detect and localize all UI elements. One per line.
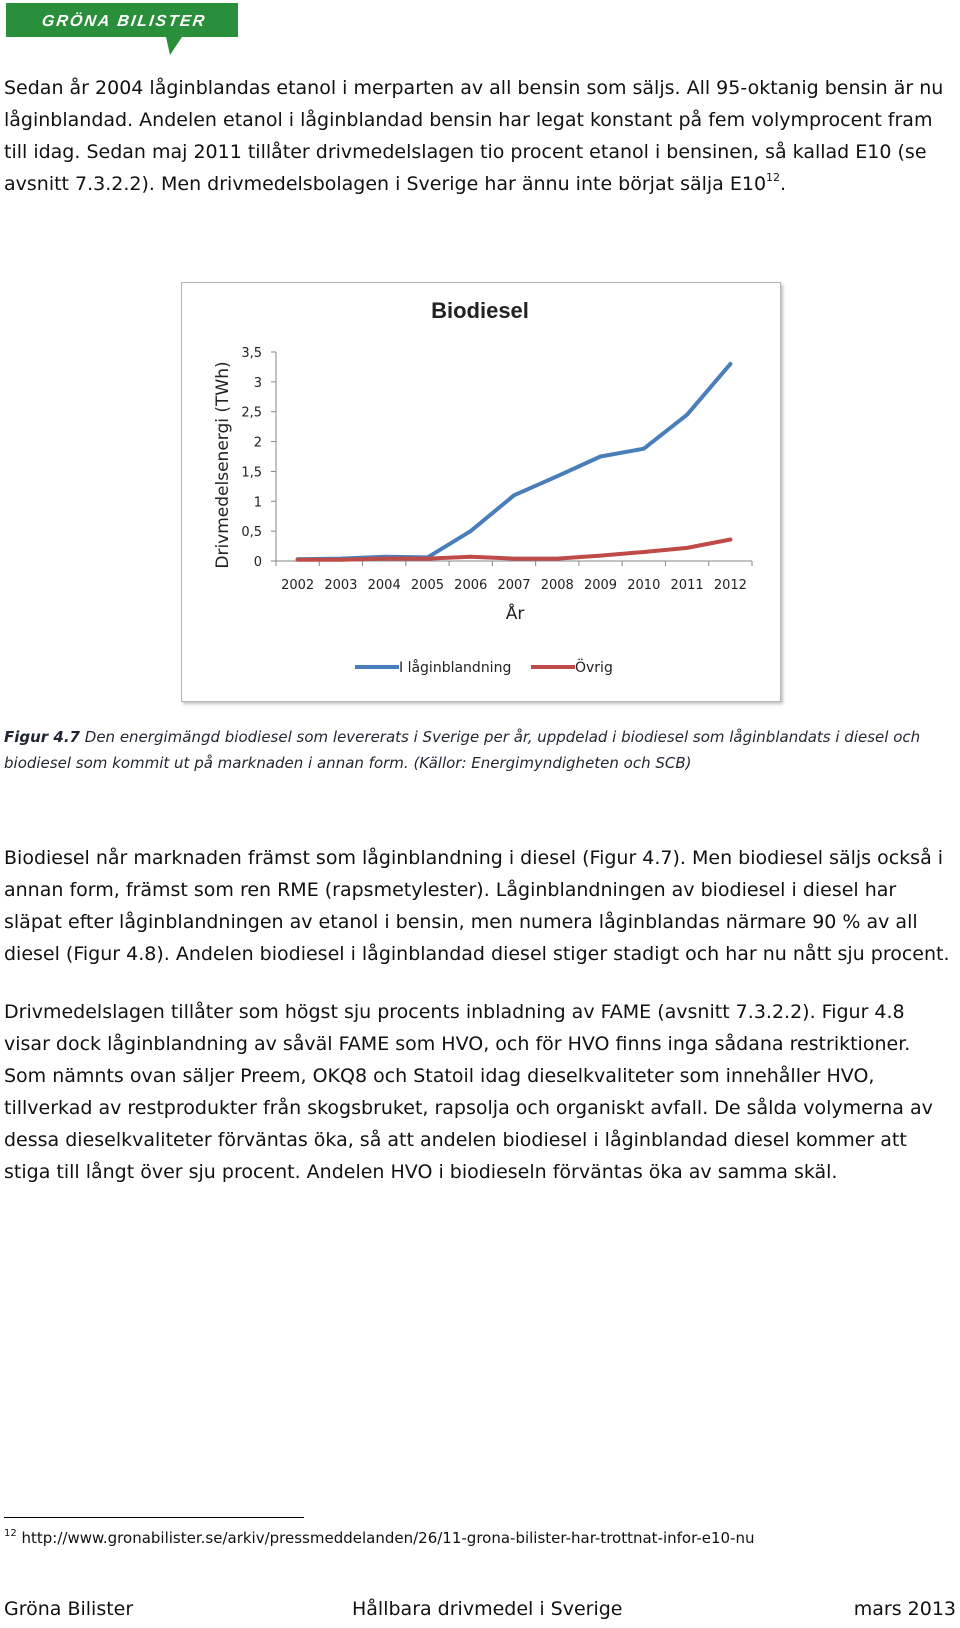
footnote-number: 12 [4,1528,17,1539]
footer-center: Hållbara drivmedel i Sverige [352,1598,623,1620]
figure-caption [4,724,952,776]
legend-label: Övrig [575,660,613,676]
y-tick-label: 2,5 [241,405,262,421]
legend-label: I låginblandning [399,660,512,676]
x-tick-label: 2011 [670,578,704,593]
x-tick-label: 2005 [410,578,445,593]
x-tick-label: 2009 [583,578,618,593]
x-tick-label: 2004 [367,578,401,593]
chart-legend [355,658,613,676]
y-tick-label: 3,5 [241,346,262,361]
x-tick-label: 2012 [713,578,747,593]
x-axis-label: År [505,604,525,624]
footnote-divider [4,1517,304,1518]
intro-end: . [780,173,787,195]
y-tick-label: 2 [253,435,262,451]
y-axis-label: Drivmedelsenergi (TWh) [213,361,233,569]
y-tick-label: 1,5 [241,465,262,481]
body-paragraph-1: Biodiesel når marknaden främst som låginblandning i diesel (Figur 4.7). Men biodiesel säljs också i annan form, främst som ren RME (rapsmetylester). Låginblandningen av biodiesel i diesel har släpat efter låginblandningen av etanol i bensin, men numera låginblandas närmare 90 % av all diesel (Figur 4.8). Andelen biodiesel i låginblandad diesel stiger stadigt och har nu nått sju procent. [4,847,950,965]
x-tick-label: 2007 [497,578,531,593]
y-tick-label: 0 [253,555,262,570]
x-tick-label: 2006 [454,578,488,593]
chart-title: Biodiesel [431,298,529,323]
footer-right: mars 2013 [853,1598,956,1620]
caption-label: Figur 4.7 [4,728,80,746]
series-line-1 [298,364,731,559]
footer-left: Gröna Bilister [4,1598,134,1620]
intro-text: Sedan år 2004 låginblandas etanol i merparten av all bensin som säljs. All 95-oktanig bensin är nu låginblandad. Andelen etanol i låginblandad bensin har legat konstant på fem volymprocent fram till idag. Sedan maj 2011 tillåter drivmedelslagen tio procent etanol i bensinen, så kallad E10 (se avsnitt 7.3.2.2). Men drivmedelsbolagen i Sverige har ännu inte börjat sälja E10 [4,77,944,195]
body-paragraph-2: Drivmedelslagen tillåter som högst sju procents inbladning av FAME (avsnitt 7.3.2.2). Figur 4.8 visar dock låginblandning av såväl FAME som HVO, och för HVO finns inga sådana restriktioner. Som nämnts ovan säljer Preem, OKQ8 och Statoil idag dieselkvaliteter som innehåller HVO, tillverkad av restprodukter från skogsbruket, rapsolja och organiskt avfall. De sålda volymerna av dessa dieselkvaliteter förväntas öka, så att andelen biodiesel i låginblandad diesel kommer att stiga till långt över sju procent. Andelen HVO i biodieseln förväntas öka av samma skäl. [4,1001,933,1183]
footnote-ref[interactable]: 12 [766,171,781,184]
x-tick-label: 2003 [324,578,358,593]
caption-text: Den energimängd biodiesel som levererats i Sverige per år, uppdelad i biodiesel som låginblandats i diesel och biodiesel som kommit ut på marknaden i annan form. (Källor: Energimyndigheten och SCB) [4,728,921,772]
x-tick-label: 2002 [281,578,315,593]
x-tick-label: 2008 [540,578,574,593]
y-tick-label: 0,5 [241,525,262,541]
y-tick-label: 3 [253,375,262,391]
x-tick-label: 2010 [627,578,661,593]
biodiesel-chart [0,0,960,720]
y-tick-label: 1 [253,495,262,511]
footnote-link[interactable]: http://www.gronabilister.se/arkiv/pressmeddelanden/26/11-grona-bilister-har-trottnat-infor-e10-nu [21,1529,755,1547]
logo-text: GRÖNA BILISTER [40,13,208,30]
chart-series [298,364,731,560]
footnote [4,1526,754,1550]
